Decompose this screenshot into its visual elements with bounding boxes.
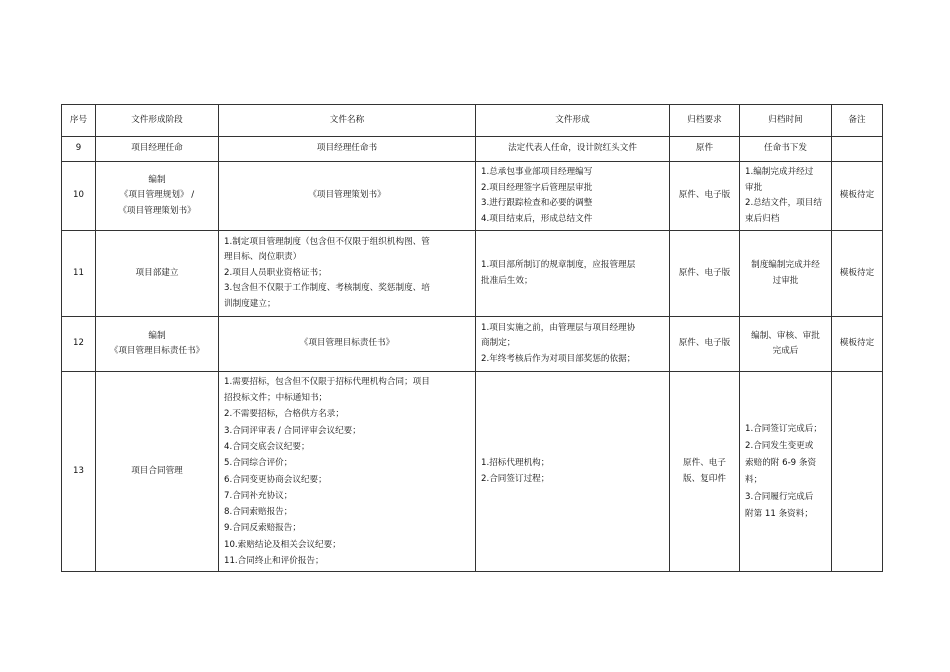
text-line: 2.合同签订过程； <box>481 473 550 484</box>
text-line: 训制度建立； <box>224 298 276 309</box>
row-archive-time <box>740 137 832 162</box>
header-form: 文件形成 <box>476 105 670 137</box>
text-line: 原件、电子版 <box>678 267 731 278</box>
row-form <box>476 137 670 162</box>
row-stage <box>96 372 219 572</box>
text-line: 附第 11 条资料； <box>745 508 813 519</box>
text-line: 原件 <box>695 143 714 154</box>
text-line: 项目经理任命 <box>131 143 183 154</box>
text-line: 3.合同评审表 / 合同评审会议纪要； <box>224 425 361 436</box>
text-line: 6.合同变更协商会议纪要； <box>224 474 327 485</box>
text-line: 11.合同终止和评价报告； <box>224 555 324 566</box>
text-line: 2.项目经理签字后管理层审批 <box>481 182 593 193</box>
row-seq: 9 <box>62 137 96 162</box>
text-line: 《项目管理策划书》 <box>308 190 386 201</box>
text-line: 招投标文件；中标通知书； <box>224 393 328 404</box>
text-line: 2.项目人员职业资格证书； <box>224 267 327 278</box>
text-line: 项目合同管理 <box>131 465 183 476</box>
table-row <box>62 137 883 162</box>
text-line: 7.合同补充协议； <box>224 490 293 501</box>
archive-table <box>61 104 883 572</box>
text-line: 商制定； <box>481 338 516 349</box>
row-name <box>219 162 476 231</box>
table-row <box>62 372 883 572</box>
text-line: 4.合同交底会议纪要； <box>224 441 310 452</box>
row-remark: 模板待定 <box>832 317 883 372</box>
text-line: 制度编制完成并经 <box>751 260 820 270</box>
row-archive-time <box>740 231 832 317</box>
row-form <box>476 162 670 231</box>
text-line: 3.包含但不仅限于工作制度、考核制度、奖惩制度、培 <box>224 283 430 294</box>
text-line: 料； <box>745 474 763 485</box>
text-line: 《项目管理目标责任书》 <box>109 346 205 356</box>
text-line: 1.需要招标，包含但不仅限于招标代理机构合同；项目 <box>224 376 430 387</box>
text-line: 《项目管理目标责任书》 <box>299 338 395 349</box>
text-line: 完成后 <box>772 346 799 356</box>
row-archive-req <box>670 137 740 162</box>
text-line: 2.年终考核后作为对项目部奖惩的依据； <box>481 353 636 364</box>
text-line: 原件、电子版 <box>678 190 731 201</box>
header-seq: 序号 <box>62 105 96 137</box>
text-line: 5.合同综合评价； <box>224 458 293 469</box>
text-line: 法定代表人任命，设计院红头文件 <box>508 143 637 154</box>
table-row <box>62 162 883 231</box>
row-archive-time <box>740 317 832 372</box>
row-name <box>219 317 476 372</box>
text-line: 2.不需要招标，合格供方名录； <box>224 409 344 420</box>
text-line: 1.合同签订完成后； <box>745 423 822 434</box>
text-line: 2.总结文件，项目结 <box>745 198 822 208</box>
text-line: 编制 <box>148 174 166 185</box>
text-line: 《项目管理规划》 / <box>119 190 195 201</box>
row-archive-req <box>670 372 740 572</box>
text-line: 3.合同履行完成后 <box>745 491 814 502</box>
row-archive-time <box>740 162 832 231</box>
row-form <box>476 231 670 317</box>
row-name <box>219 137 476 162</box>
row-seq: 13 <box>62 372 96 572</box>
text-line: 编制、审核、审批 <box>751 330 820 341</box>
text-line: 1.项目部所制订的规章制度，应报管理层 <box>481 260 636 270</box>
row-form <box>476 317 670 372</box>
text-line: 1.招标代理机构； <box>481 458 550 468</box>
row-stage <box>96 162 219 231</box>
text-line: 2.合同发生变更或 <box>745 440 814 451</box>
row-stage <box>96 317 219 372</box>
row-archive-time <box>740 372 832 572</box>
text-line: 3.进行跟踪检查和必要的调整 <box>481 198 593 208</box>
row-remark: 模板待定 <box>832 231 883 317</box>
row-seq: 12 <box>62 317 96 372</box>
row-archive-req <box>670 231 740 317</box>
text-line: 原件、电子 <box>683 458 726 468</box>
row-remark: 模板待定 <box>832 162 883 231</box>
text-line: 原件、电子版 <box>678 338 731 349</box>
table-row <box>62 317 883 372</box>
text-line: 1.编制完成并经过 <box>745 167 814 177</box>
text-line: 9.合同反索赔报告； <box>224 523 301 534</box>
header-name: 文件名称 <box>219 105 476 137</box>
row-seq: 11 <box>62 231 96 317</box>
text-line: 索赔的附 6-9 条资 <box>745 457 817 468</box>
row-archive-req <box>670 317 740 372</box>
text-line: 任命书下发 <box>764 143 807 154</box>
text-line: 《项目管理策划书》 <box>118 205 196 216</box>
text-line: 过审批 <box>772 275 799 286</box>
row-stage <box>96 231 219 317</box>
row-seq: 10 <box>62 162 96 231</box>
table-row <box>62 231 883 317</box>
row-name <box>219 231 476 317</box>
text-line: 10.索赔结论及相关会议纪要； <box>224 539 341 550</box>
text-line: 批准后生效； <box>481 275 533 286</box>
row-form <box>476 372 670 572</box>
header-archive-req: 归档要求 <box>670 105 740 137</box>
row-remark <box>832 372 883 572</box>
row-remark <box>832 137 883 162</box>
text-line: 1.制定项目管理制度（包含但不仅限于组织机构图、管 <box>224 236 430 247</box>
text-line: 版、复印件 <box>683 473 726 484</box>
text-line: 项目部建立 <box>135 267 179 278</box>
text-line: 1.项目实施之前，由管理层与项目经理协 <box>481 322 636 333</box>
row-stage <box>96 137 219 162</box>
text-line: 束后归档 <box>745 213 780 224</box>
header-remark: 备注 <box>832 105 883 137</box>
table-header-row <box>62 105 883 137</box>
text-line: 项目经理任命书 <box>316 143 378 154</box>
row-archive-req <box>670 162 740 231</box>
text-line: 审批 <box>745 182 763 193</box>
text-line: 1.总承包事业部项目经理编写 <box>481 167 593 177</box>
text-line: 理目标、岗位职责） <box>224 252 302 263</box>
text-line: 8.合同索赔报告； <box>224 507 293 518</box>
text-line: 4.项目结束后，形成总结文件 <box>481 213 593 224</box>
text-line: 编制 <box>148 330 166 341</box>
header-archive-time: 归档时间 <box>740 105 832 137</box>
header-stage: 文件形成阶段 <box>96 105 219 137</box>
row-name <box>219 372 476 572</box>
